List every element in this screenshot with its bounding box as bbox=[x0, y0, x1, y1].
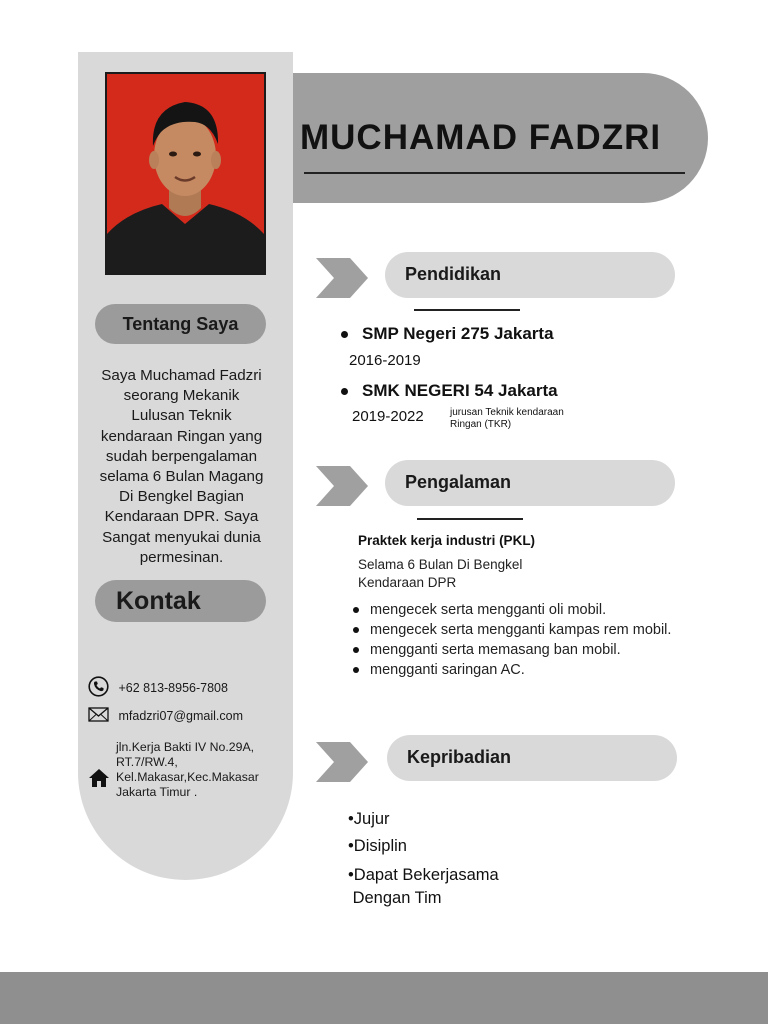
about-line: Lulusan Teknik bbox=[131, 407, 232, 425]
about-line: Di Bengkel Bagian bbox=[119, 488, 244, 506]
list-item: mengecek serta mengganti kampas rem mobil. bbox=[352, 620, 682, 640]
contact-email[interactable]: mfadzri07@gmail.com bbox=[118, 709, 244, 723]
contact-phone[interactable]: +62 813-8956-7808 bbox=[118, 681, 228, 695]
experience-duties-list bbox=[352, 600, 682, 680]
about-line: seorang Mekanik bbox=[123, 387, 240, 405]
address-line: jln.Kerja Bakti IV No.29A, bbox=[116, 740, 255, 754]
email-icon bbox=[88, 706, 109, 726]
school-major-note: jurusan Teknik kendaraan Ringan (TKR) bbox=[450, 407, 564, 430]
profile-photo bbox=[105, 72, 266, 275]
education-item-2 bbox=[341, 381, 558, 401]
experience-role: Praktek kerja industri (PKL) bbox=[358, 533, 536, 548]
school-name: SMP Negeri 275 Jakarta bbox=[362, 324, 554, 343]
contact-address bbox=[116, 740, 259, 800]
chevron-right-icon bbox=[316, 258, 368, 302]
education-section-title: Pendidikan bbox=[385, 252, 675, 298]
about-section-title: Tentang Saya bbox=[95, 304, 266, 344]
experience-underline bbox=[417, 518, 523, 520]
about-text bbox=[88, 366, 275, 568]
footer-bar bbox=[0, 972, 768, 1024]
contact-phone-row bbox=[88, 676, 228, 700]
list-item: mengganti serta memasang ban mobil. bbox=[352, 640, 682, 660]
contact-section-title: Kontak bbox=[95, 580, 266, 622]
about-line: Sangat menyukai dunia bbox=[102, 528, 261, 546]
list-item: mengganti saringan AC. bbox=[352, 660, 682, 680]
experience-description bbox=[358, 556, 578, 592]
about-line: Kendaraan DPR. Saya bbox=[104, 508, 259, 526]
contact-email-row bbox=[88, 706, 243, 726]
bullet bbox=[341, 388, 348, 395]
chevron-right-icon bbox=[316, 466, 368, 510]
education-item-1 bbox=[341, 324, 554, 344]
school-name: SMK NEGERI 54 Jakarta bbox=[362, 381, 558, 400]
school-years: 2019-2022 bbox=[352, 408, 424, 425]
bullet bbox=[341, 331, 348, 338]
home-icon bbox=[88, 768, 110, 792]
about-line: kendaraan Ringan yang bbox=[100, 427, 263, 445]
address-line: Jakarta Timur . bbox=[116, 785, 198, 799]
name-underline bbox=[304, 172, 685, 174]
trait-item: •Disiplin bbox=[348, 837, 407, 855]
about-line: selama 6 Bulan Magang bbox=[99, 468, 264, 486]
about-line: Saya Muchamad Fadzri bbox=[101, 367, 262, 384]
trait-item: •Jujur bbox=[348, 810, 390, 828]
candidate-name: MUCHAMAD FADZRI bbox=[300, 118, 662, 157]
education-underline bbox=[414, 309, 520, 311]
phone-icon bbox=[88, 676, 109, 700]
trait-item: •Dapat Bekerjasama bbox=[348, 866, 499, 884]
chevron-right-icon bbox=[316, 742, 368, 786]
experience-desc-line: Selama 6 Bulan Di Bengkel bbox=[358, 557, 523, 572]
experience-desc-line: Kendaraan DPR bbox=[358, 575, 457, 590]
address-line: RT.7/RW.4, bbox=[116, 755, 178, 769]
list-item: mengecek serta mengganti oli mobil. bbox=[352, 600, 682, 620]
about-line: sudah berpengalaman bbox=[105, 447, 258, 465]
school-years: 2016-2019 bbox=[349, 352, 421, 369]
personality-section-title: Kepribadian bbox=[387, 735, 677, 781]
trait-item: Dengan Tim bbox=[348, 889, 442, 907]
portrait-illustration bbox=[107, 74, 264, 273]
about-line: permesinan. bbox=[139, 548, 224, 566]
address-line: Kel.Makasar,Kec.Makasar bbox=[116, 770, 259, 784]
experience-section-title: Pengalaman bbox=[385, 460, 675, 506]
